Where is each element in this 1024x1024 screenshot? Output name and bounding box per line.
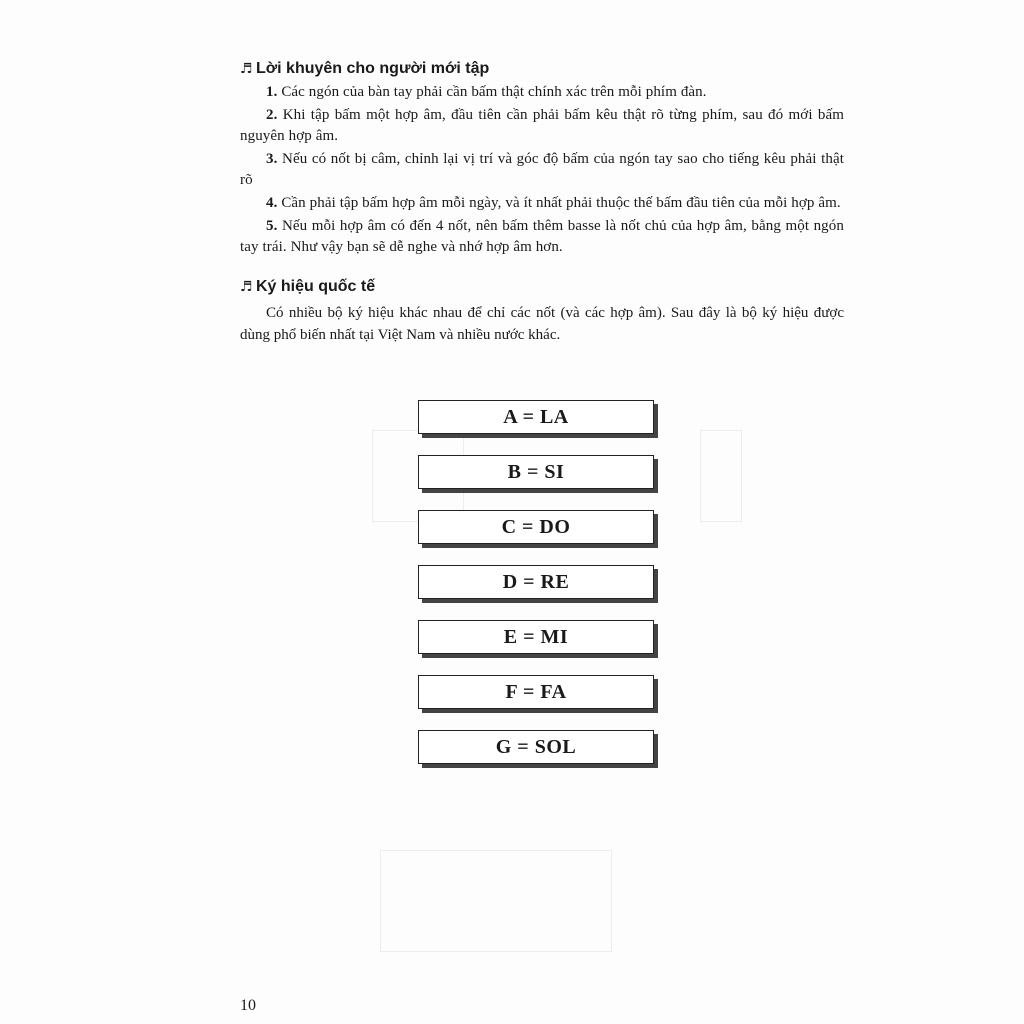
note-name-boxes xyxy=(418,400,662,785)
note-box-e: E = MI xyxy=(418,620,654,654)
advice-heading-text: Lời khuyên cho người mới tập xyxy=(256,60,490,77)
list-item xyxy=(240,149,844,191)
item-number: 4. xyxy=(266,195,278,211)
item-text: Cần phải tập bấm hợp âm mỗi ngày, và ít nhất phải thuộc thế bấm đầu tiên của mỗi hợp âm. xyxy=(281,195,841,211)
list-item xyxy=(240,193,844,214)
music-note-icon: ♬ xyxy=(240,279,253,295)
bleed-through-mark xyxy=(700,430,742,522)
item-text: Nếu có nốt bị câm, chỉnh lại vị trí và góc độ bấm của ngón tay sao cho tiếng kêu phải thật rõ xyxy=(240,151,844,188)
list-item xyxy=(240,82,844,103)
item-number: 5. xyxy=(266,218,278,234)
notation-heading xyxy=(240,276,844,298)
note-box-b: B = SI xyxy=(418,455,654,489)
list-item xyxy=(240,105,844,147)
item-number: 3. xyxy=(266,151,278,167)
list-item xyxy=(240,216,844,258)
page-content xyxy=(240,58,844,346)
music-note-icon: ♬ xyxy=(240,61,253,77)
item-number: 2. xyxy=(266,107,278,123)
note-box-d: D = RE xyxy=(418,565,654,599)
note-box-g: G = SOL xyxy=(418,730,654,764)
notation-intro: Có nhiều bộ ký hiệu khác nhau để chỉ các nốt (và các hợp âm). Sau đây là bộ ký hiệu được dùng phổ biến nhất tại Việt Nam và nhiều nước khác. xyxy=(240,305,844,343)
item-number: 1. xyxy=(266,84,278,100)
item-text: Nếu mỗi hợp âm có đến 4 nốt, nên bấm thêm basse là nốt chủ của hợp âm, bằng một ngón tay trái. Như vậy bạn sẽ dễ nghe và nhớ hợp âm hơn. xyxy=(240,218,844,255)
page-number: 10 xyxy=(240,997,256,1014)
notation-heading-text: Ký hiệu quốc tế xyxy=(256,278,376,295)
advice-heading xyxy=(240,58,844,80)
note-box-f: F = FA xyxy=(418,675,654,709)
bleed-through-mark xyxy=(380,850,612,952)
note-box-c: C = DO xyxy=(418,510,654,544)
item-text: Khi tập bấm một hợp âm, đầu tiên cần phải bấm kêu thật rõ từng phím, sau đó mới bấm nguyên hợp âm. xyxy=(240,107,844,144)
item-text: Các ngón của bàn tay phải cần bấm thật chính xác trên mỗi phím đàn. xyxy=(281,84,707,100)
note-box-a: A = LA xyxy=(418,400,654,434)
advice-list xyxy=(240,82,844,258)
